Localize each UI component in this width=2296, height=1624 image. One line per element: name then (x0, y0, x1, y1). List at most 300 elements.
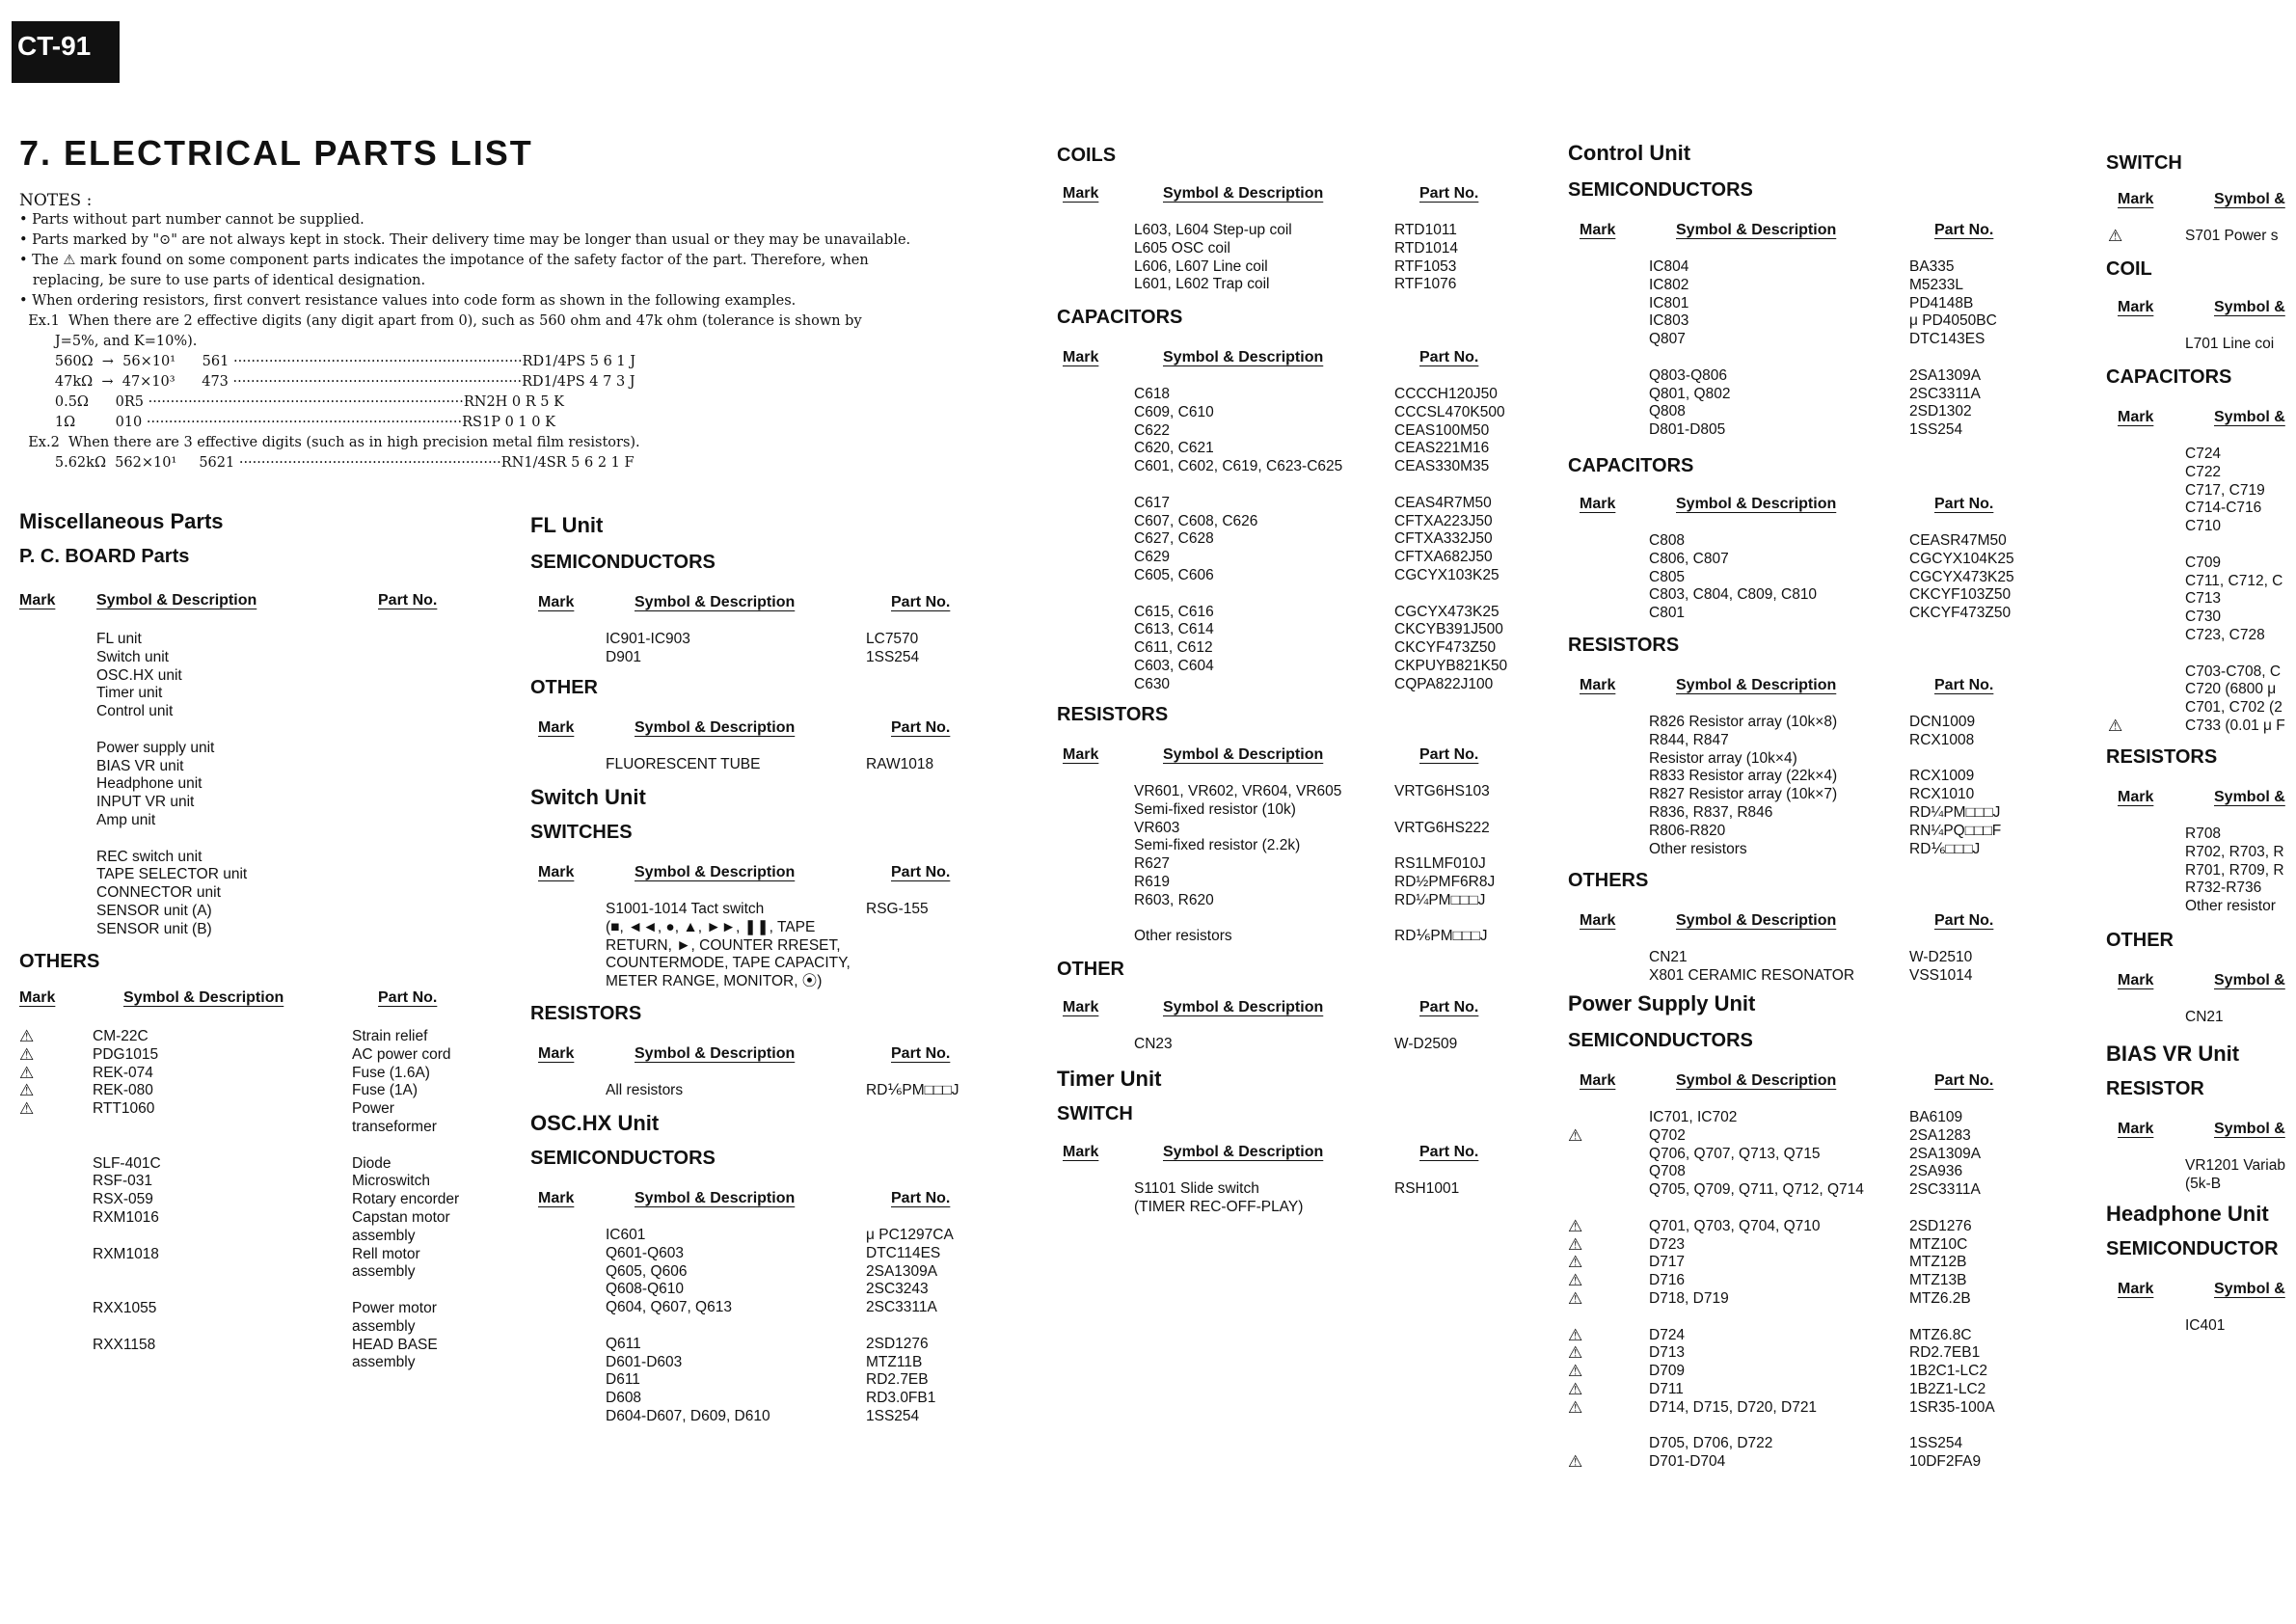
part-symbol: D723 (1649, 1235, 1686, 1253)
part-number: 2SA1309A (1909, 1145, 1982, 1162)
part-symbol: RETURN, ►, COUNTER RRESET, (606, 936, 841, 954)
part-symbol: C622 (1134, 421, 1171, 439)
part-number: Power (352, 1100, 394, 1118)
timer-part-header: Part No. (1419, 1144, 1479, 1160)
timer-symbol-header: Symbol & Description (1163, 1144, 1324, 1160)
part-symbol: C701, C702 (2 (2185, 699, 2282, 717)
column-misc (19, 509, 521, 1396)
part-number: VRTG6HS103 (1394, 783, 1490, 799)
part-number: RD2.7EB (866, 1371, 929, 1389)
part-symbol: RSF-031 (93, 1173, 153, 1190)
ctrl-others-symbol-header: Symbol & Description (1676, 912, 1837, 929)
part-symbol: (5k-B (2185, 1175, 2222, 1192)
part-symbol: IC701, IC702 (1649, 1109, 1738, 1125)
others-symbol-header: Symbol & Description (123, 989, 284, 1006)
page-title: 7. ELECTRICAL PARTS LIST (19, 133, 533, 173)
safety-mark-icon: ⚠ (1568, 1343, 1583, 1363)
part-symbol: C611, C612 (1134, 639, 1213, 657)
part-number: RD⅙PM□□□J (1394, 928, 1488, 945)
part-symbol: Other resistors (1134, 928, 1232, 945)
safety-mark-icon: ⚠ (1568, 1253, 1583, 1272)
part-number: BA335 (1909, 258, 1955, 275)
part-number: RSH1001 (1394, 1180, 1460, 1197)
pcb-item: SENSOR unit (B) (96, 920, 212, 937)
part-symbol: RXM1018 (93, 1245, 159, 1262)
part-symbol: C713 (2185, 590, 2222, 608)
note-line: 560Ω → 56×10¹ 561 ·································································RD1/4PS 5 6 1 J (19, 354, 636, 369)
part-number: 2SA1309A (1909, 366, 1982, 384)
part-number: μ PD4050BC (1909, 312, 1997, 330)
part-number: 2SC3243 (866, 1281, 929, 1298)
safety-mark-icon: ⚠ (1568, 1271, 1583, 1290)
timer-mark-header: Mark (1063, 1144, 1099, 1160)
part-symbol: Q601-Q603 (606, 1244, 684, 1261)
part-number: CGCYX104K25 (1909, 550, 2014, 567)
part-number: 1B2C1-LC2 (1909, 1363, 1987, 1380)
fl-semi-symbol-header: Symbol & Description (635, 594, 796, 610)
part-number: assembly (352, 1317, 416, 1335)
subsection-osc-semiconductors: SEMICONDUCTORS (530, 1148, 716, 1169)
section-title-osc: OSC.HX Unit (530, 1111, 660, 1135)
res5-mark-header: Mark (2118, 789, 2154, 805)
safety-mark-icon: ⚠ (2108, 717, 2123, 735)
part-symbol: Q701, Q703, Q704, Q710 (1649, 1217, 1821, 1234)
part-number: MTZ11B (866, 1353, 923, 1370)
part-number: VRTG6HS222 (1394, 819, 1490, 836)
part-symbol: SLF-401C (93, 1154, 161, 1172)
pcb-item: FL unit (96, 631, 142, 647)
osc-mark-header: Mark (538, 1190, 575, 1206)
part-symbol: C801 (1649, 605, 1686, 622)
fl-semi-part-header: Part No. (891, 594, 951, 610)
subsection-power-semiconductors: SEMICONDUCTORS (1568, 1030, 1753, 1051)
bias5-symbol-header: Symbol & (2214, 1121, 2285, 1137)
note-line: Ex.1 When there are 2 effective digits (any digit apart from 0), such as 560 ohm and 47k ohm (tolerance is shown by (19, 313, 862, 329)
part-number: Fuse (1A) (352, 1082, 419, 1099)
part-symbol: D705, D706, D722 (1649, 1435, 1773, 1452)
part-number: RS1LMF010J (1394, 855, 1486, 873)
part-symbol: R702, R703, R (2185, 843, 2284, 860)
part-symbol: C730 (2185, 609, 2222, 626)
part-symbol: Q803-Q806 (1649, 366, 1727, 384)
part-symbol: D701-D704 (1649, 1453, 1726, 1471)
part-number: 1SS254 (1909, 421, 1963, 439)
subsection-control-others: OTHERS (1568, 870, 1649, 891)
subsection-coils: COILS (1057, 145, 1117, 166)
part-symbol: D714, D715, D720, D721 (1649, 1398, 1818, 1416)
part-number: RTD1014 (1394, 239, 1459, 257)
subsection-coil: COIL (2106, 258, 2152, 280)
part-symbol: (TIMER REC-OFF-PLAY) (1134, 1198, 1304, 1215)
note-line: 47kΩ → 47×10³ 473 ·································································RD1/4PS 4 7 3 J (19, 374, 635, 390)
part-number: AC power cord (352, 1045, 451, 1063)
part-symbol: C615, C616 (1134, 603, 1214, 620)
other-symbol-header: Symbol & Description (1163, 999, 1324, 1015)
part-symbol: Q608-Q610 (606, 1281, 684, 1298)
part-symbol: IC802 (1649, 276, 1689, 293)
part-symbol: R833 Resistor array (22k×4) (1649, 768, 1838, 785)
note-line: Ex.2 When there are 3 effective digits (such as in high precision metal film resistors). (19, 435, 640, 450)
fl-other-mark-header: Mark (538, 719, 575, 736)
part-symbol: Semi-fixed resistor (10k) (1134, 800, 1296, 818)
caps-part-header: Part No. (1419, 349, 1479, 365)
res-part-header: Part No. (1419, 746, 1479, 763)
part-symbol: REK-080 (93, 1082, 153, 1099)
part-symbol: Q801, Q802 (1649, 385, 1731, 402)
part-symbol: C711, C712, C (2185, 572, 2283, 589)
part-symbol: Q702 (1649, 1126, 1686, 1144)
ctrl-res-symbol-header: Symbol & Description (1676, 677, 1837, 693)
part-number: RCX1008 (1909, 731, 1975, 748)
subsection-pcb: P. C. BOARD Parts (19, 546, 190, 567)
safety-mark-icon: ⚠ (19, 1044, 35, 1064)
part-symbol: C629 (1134, 549, 1171, 566)
part-number: 2SD1302 (1909, 403, 1972, 420)
part-symbol: REK-074 (93, 1064, 153, 1081)
ps-symbol-header: Symbol & Description (1676, 1072, 1837, 1089)
part-number: MTZ10C (1909, 1235, 1968, 1253)
notes-heading: NOTES : (19, 191, 93, 210)
part-number: CFTXA223J50 (1394, 512, 1493, 529)
part-number: CGCYX103K25 (1394, 567, 1499, 583)
part-symbol: Q705, Q709, Q711, Q712, Q714 (1649, 1181, 1864, 1199)
safety-mark-icon: ⚠ (19, 1027, 35, 1045)
safety-mark-icon: ⚠ (1568, 1362, 1583, 1381)
part-number: CKCYF103Z50 (1909, 586, 2012, 604)
fl-other-part-header: Part No. (891, 719, 951, 736)
section-title-power-supply: Power Supply Unit (1568, 991, 1756, 1015)
part-symbol: D713 (1649, 1344, 1686, 1362)
part-number: DCN1009 (1909, 714, 1976, 730)
part-symbol: C803, C804, C809, C810 (1649, 586, 1818, 604)
subsection-capacitors: CAPACITORS (2106, 366, 2232, 388)
part-number: DTC143ES (1909, 331, 1985, 348)
subsection-other: OTHER (2106, 930, 2174, 951)
section-title-switch: Switch Unit (530, 785, 646, 809)
part-symbol: D601-D603 (606, 1353, 683, 1370)
pcb-item: Control unit (96, 703, 174, 720)
part-symbol: C613, C614 (1134, 621, 1214, 638)
part-symbol: R844, R847 (1649, 731, 1729, 748)
note-line: • Parts without part number cannot be supplied. (19, 212, 365, 228)
part-number: MTZ6.8C (1909, 1326, 1972, 1343)
section-title-timer: Timer Unit (1057, 1067, 1162, 1091)
coils-part-header: Part No. (1419, 185, 1479, 202)
sw-res-part-header: Part No. (891, 1045, 951, 1062)
note-line: • Parts marked by "⊙" are not always kept in stock. Their delivery time may be longer than usual or they may be unavailable. (19, 232, 911, 248)
sw-symbol-header: Symbol & Description (635, 864, 796, 880)
part-number: W-D2510 (1909, 949, 1973, 965)
pcb-item: Timer unit (96, 685, 163, 702)
subsection-resistors: RESISTORS (1057, 704, 1169, 725)
part-symbol: R806-R820 (1649, 822, 1726, 839)
sw-res-symbol-header: Symbol & Description (635, 1045, 796, 1062)
part-symbol: R701, R709, R (2185, 861, 2284, 879)
part-number: Microswitch (352, 1173, 430, 1190)
part-number: RD⅙□□□J (1909, 840, 1981, 857)
part-symbol: S1101 Slide switch (1134, 1180, 1259, 1197)
ps-part-header: Part No. (1934, 1072, 1994, 1089)
part-number: RTD1011 (1394, 222, 1457, 238)
subsection-fl-semiconductors: SEMICONDUCTORS (530, 552, 716, 573)
hp5-symbol-header: Symbol & (2214, 1281, 2285, 1297)
pcb-part-header: Part No. (378, 592, 438, 609)
part-number: MTZ13B (1909, 1272, 1967, 1289)
part-symbol: D801-D805 (1649, 421, 1726, 439)
part-number: CKPUYB821K50 (1394, 658, 1508, 674)
part-number: 1SS254 (1909, 1435, 1963, 1452)
part-symbol: C714-C716 (2185, 500, 2262, 517)
part-symbol: R836, R837, R846 (1649, 804, 1773, 821)
part-number: 2SC3311A (866, 1299, 937, 1316)
part-number: CCCCH120J50 (1394, 386, 1498, 402)
part-number: 1B2Z1-LC2 (1909, 1381, 1986, 1397)
part-number: 1SS254 (866, 1408, 920, 1424)
caps5-symbol-header: Symbol & (2214, 409, 2285, 425)
part-number: RD3.0FB1 (866, 1390, 936, 1407)
part-symbol: C603, C604 (1134, 658, 1214, 674)
part-symbol: Semi-fixed resistor (2.2k) (1134, 837, 1301, 854)
part-number: HEAD BASE (352, 1336, 438, 1353)
pcb-mark-header: Mark (19, 592, 56, 609)
part-number: MTZ6.2B (1909, 1290, 1971, 1307)
part-number: MTZ12B (1909, 1254, 1967, 1271)
safety-mark-icon: ⚠ (1568, 1325, 1583, 1344)
column-control-power (1568, 141, 2060, 1491)
part-symbol: Q605, Q606 (606, 1262, 688, 1280)
note-line: J=5%, and K=10%). (19, 334, 198, 349)
part-symbol: C609, C610 (1134, 403, 1214, 420)
part-number: CQPA822J100 (1394, 675, 1494, 692)
part-symbol: L605 OSC coil (1134, 239, 1230, 257)
part-number: RD½PMF6R8J (1394, 874, 1496, 890)
part-number: CGCYX473K25 (1394, 603, 1499, 620)
part-number: RD¼PM□□□J (1394, 891, 1486, 908)
part-number: CFTXA682J50 (1394, 549, 1493, 566)
part-symbol: C605, C606 (1134, 567, 1214, 583)
model-badge: CT-91 (12, 21, 120, 83)
part-symbol: R732-R736 (2185, 880, 2262, 897)
part-symbol: C620, C621 (1134, 440, 1214, 457)
column-fl-switch-osc (530, 509, 1041, 1474)
part-number: BA6109 (1909, 1109, 1963, 1125)
res-mark-header: Mark (1063, 746, 1099, 763)
part-symbol: X801 CERAMIC RESONATOR (1649, 966, 1855, 984)
caps5-mark-header: Mark (2118, 409, 2154, 425)
caps-symbol-header: Symbol & Description (1163, 349, 1324, 365)
part-number: CEASR47M50 (1909, 532, 2007, 549)
safety-mark-icon: ⚠ (2108, 227, 2123, 245)
subsection-capacitors: CAPACITORS (1057, 307, 1183, 328)
subsection-switch: SWITCH (1057, 1103, 1133, 1124)
res-symbol-header: Symbol & Description (1163, 746, 1324, 763)
part-symbol: RXM1016 (93, 1209, 159, 1226)
part-symbol: D608 (606, 1390, 642, 1407)
part-number: CCCSL470K500 (1394, 403, 1505, 420)
other-mark-header: Mark (1063, 999, 1099, 1015)
coils-mark-header: Mark (1063, 185, 1099, 202)
part-number: 2SA1309A (866, 1262, 938, 1280)
part-symbol: C627, C628 (1134, 530, 1214, 548)
part-number: transeformer (352, 1119, 437, 1135)
part-symbol: CN23 (1134, 1036, 1173, 1052)
part-number: RD2.7EB1 (1909, 1344, 1981, 1362)
part-symbol: CN21 (1649, 949, 1688, 965)
part-number: 1SS254 (866, 648, 920, 665)
subsection-switches: SWITCHES (530, 822, 633, 843)
part-symbol: D711 (1649, 1381, 1684, 1397)
part-number: PD4148B (1909, 294, 1974, 311)
caps-mark-header: Mark (1063, 349, 1099, 365)
fl-semi-mark-header: Mark (538, 594, 575, 610)
part-symbol: IC401 (2185, 1317, 2226, 1334)
others-part-header: Part No. (378, 989, 438, 1006)
part-symbol: METER RANGE, MONITOR, ⦿) (606, 973, 823, 990)
part-symbol: C724 (2185, 446, 2222, 462)
ctrl-caps-part-header: Part No. (1934, 496, 1994, 512)
ctrl-res-part-header: Part No. (1934, 677, 1994, 693)
part-symbol: Other resistor (2185, 898, 2276, 915)
part-number: assembly (352, 1227, 416, 1244)
ctrl-others-mark-header: Mark (1580, 912, 1616, 929)
part-symbol: D611 (606, 1371, 640, 1389)
safety-mark-icon: ⚠ (1568, 1452, 1583, 1472)
column-coils-caps-timer (1057, 141, 1558, 1231)
ctrl-caps-mark-header: Mark (1580, 496, 1616, 512)
fl-other-symbol-header: Symbol & Description (635, 719, 796, 736)
note-line: 1Ω 010 ·······································································RS1P 0 1 0 K (19, 415, 555, 430)
safety-mark-icon: ⚠ (1568, 1234, 1583, 1254)
ps-mark-header: Mark (1580, 1072, 1616, 1089)
part-number: LC7570 (866, 631, 919, 647)
osc-symbol-header: Symbol & Description (635, 1190, 796, 1206)
part-number: RD¼PM□□□J (1909, 804, 2001, 821)
part-number: RN¼PQ□□□F (1909, 822, 2002, 839)
part-symbol: COUNTERMODE, TAPE CAPACITY, (606, 955, 851, 972)
res5-symbol-header: Symbol & (2214, 789, 2285, 805)
part-number: CGCYX473K25 (1909, 568, 2014, 585)
part-symbol: C805 (1649, 568, 1686, 585)
safety-mark-icon: ⚠ (19, 1081, 35, 1100)
part-symbol: D716 (1649, 1272, 1686, 1289)
pcb-symbol-header: Symbol & Description (96, 592, 257, 609)
pcb-item: Switch unit (96, 648, 169, 665)
part-number: W-D2509 (1394, 1036, 1458, 1052)
safety-mark-icon: ⚠ (1568, 1125, 1583, 1145)
ctrl-semi-symbol-header: Symbol & Description (1676, 222, 1837, 238)
part-number: 10DF2FA9 (1909, 1453, 1982, 1471)
part-symbol: C703-C708, C (2185, 663, 2282, 680)
part-symbol: C722 (2185, 463, 2222, 480)
other5-symbol-header: Symbol & (2214, 972, 2285, 988)
part-symbol: C733 (0.01 μ F (2185, 717, 2285, 734)
part-symbol: IC803 (1649, 312, 1689, 330)
bias5-mark-header: Mark (2118, 1121, 2154, 1137)
part-number: Strain relief (352, 1028, 428, 1044)
pcb-item: OSC.HX unit (96, 666, 182, 684)
part-number: Rell motor (352, 1245, 420, 1262)
part-symbol: IC804 (1649, 258, 1689, 275)
part-symbol: D718, D719 (1649, 1290, 1729, 1307)
sw5-mark-header: Mark (2118, 191, 2154, 207)
pcb-item: CONNECTOR unit (96, 884, 221, 902)
part-number: CEAS221M16 (1394, 440, 1490, 457)
part-number: M5233L (1909, 276, 1964, 293)
part-number: CEAS4R7M50 (1394, 494, 1492, 511)
part-symbol: PDG1015 (93, 1045, 159, 1063)
part-symbol: Q807 (1649, 331, 1686, 348)
part-symbol: Resistor array (10k×4) (1649, 749, 1797, 767)
part-number: 1SR35-100A (1909, 1398, 1995, 1416)
notes-lines (19, 210, 1022, 474)
pcb-item: Power supply unit (96, 739, 215, 756)
part-symbol: C709 (2185, 554, 2222, 571)
column-switch-bias-headphone (2106, 147, 2296, 1342)
part-symbol: CM-22C (93, 1028, 149, 1044)
part-symbol: Q706, Q707, Q713, Q715 (1649, 1145, 1821, 1162)
part-symbol: VR603 (1134, 819, 1180, 836)
part-symbol: IC601 (606, 1227, 646, 1243)
part-symbol: C710 (2185, 518, 2222, 535)
part-number: 2SC3311A (1909, 385, 1981, 402)
part-number: CKCYF473Z50 (1909, 605, 2012, 622)
part-symbol: D709 (1649, 1363, 1686, 1380)
ctrl-res-mark-header: Mark (1580, 677, 1616, 693)
sw-res-mark-header: Mark (538, 1045, 575, 1062)
safety-mark-icon: ⚠ (1568, 1397, 1583, 1417)
safety-mark-icon: ⚠ (1568, 1289, 1583, 1308)
note-line: 5.62kΩ 562×10¹ 5621 ···························································RN1/4SR 5 6 2 1 F (19, 455, 635, 471)
pcb-item: SENSOR unit (A) (96, 903, 212, 919)
part-number: RSG-155 (866, 901, 929, 917)
part-symbol: Q708 (1649, 1163, 1686, 1180)
part-symbol: C617 (1134, 494, 1171, 511)
part-symbol: C717, C719 (2185, 481, 2265, 499)
part-symbol: D604-D607, D609, D610 (606, 1408, 770, 1424)
part-number: 2SA1283 (1909, 1126, 1971, 1144)
part-symbol: C618 (1134, 386, 1171, 402)
note-line: 0.5Ω 0R5 ·······································································RN2H 0 R 5 K (19, 394, 564, 410)
subsection-control-resistors: RESISTORS (1568, 635, 1680, 656)
part-symbol: RXX1158 (93, 1336, 156, 1353)
subsection-control-semiconductors: SEMICONDUCTORS (1568, 179, 1753, 201)
other-part-header: Part No. (1419, 999, 1479, 1015)
sw-part-header: Part No. (891, 864, 951, 880)
part-number: Fuse (1.6A) (352, 1064, 430, 1081)
section-title-fl: FL Unit (530, 513, 604, 537)
part-symbol: C607, C608, C626 (1134, 512, 1258, 529)
part-symbol: CN21 (2185, 1009, 2224, 1025)
subsection-other: OTHER (1057, 959, 1124, 980)
part-number: CEAS330M35 (1394, 458, 1490, 475)
part-number: RTF1076 (1394, 276, 1457, 293)
part-symbol: VR601, VR602, VR604, VR605 (1134, 783, 1342, 799)
part-number: RAW1018 (866, 756, 934, 772)
part-symbol: L606, L607 Line coil (1134, 257, 1268, 275)
part-symbol: Q611 (606, 1335, 641, 1352)
part-symbol: RTT1060 (93, 1100, 155, 1118)
part-symbol: L701 Line coi (2185, 336, 2275, 352)
part-number: RCX1009 (1909, 768, 1975, 785)
part-symbol: D717 (1649, 1254, 1686, 1271)
part-number: 2SD1276 (866, 1335, 929, 1352)
part-symbol: R619 (1134, 874, 1171, 890)
ctrl-caps-symbol-header: Symbol & Description (1676, 496, 1837, 512)
part-number: assembly (352, 1263, 416, 1281)
notes-block (19, 191, 1022, 474)
part-symbol: R708 (2185, 826, 2222, 842)
section-title-misc: Miscellaneous Parts (19, 509, 224, 533)
